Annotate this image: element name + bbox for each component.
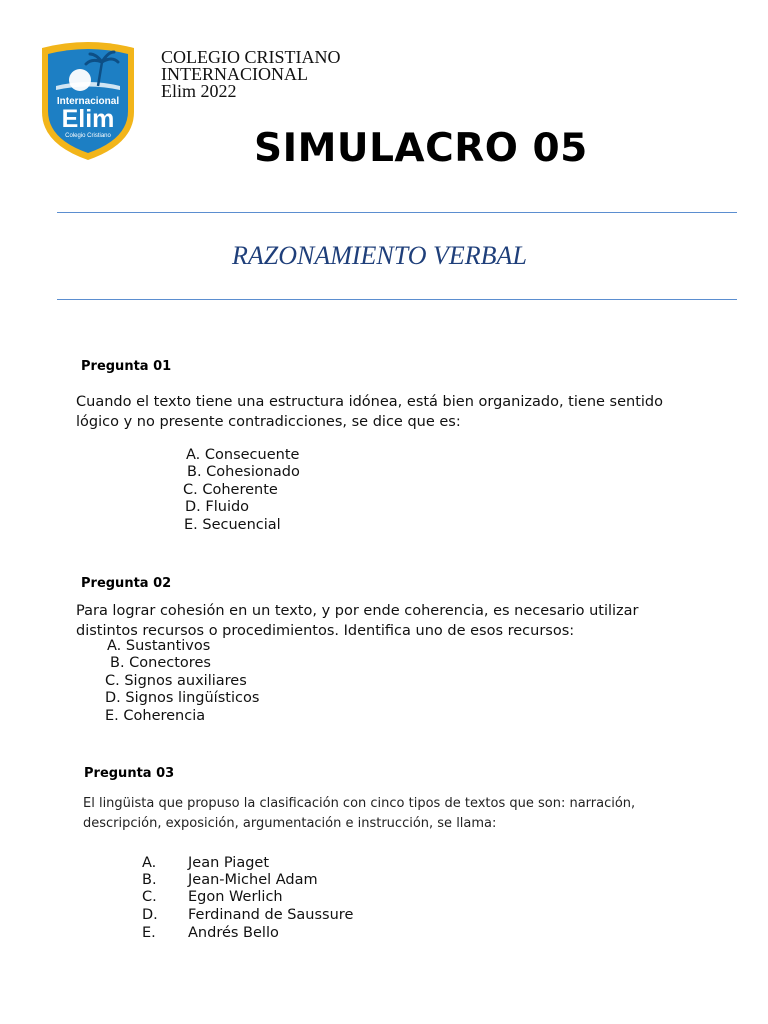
option-text: Jean-Michel Adam — [188, 872, 318, 888]
question-2-option-d: D. Signos lingüísticos — [105, 690, 260, 706]
option-letter: D. — [142, 907, 158, 923]
question-2-text — [76, 601, 639, 641]
question-1-text-line-1: Cuando el texto tiene una estructura idónea, está bien organizado, tiene sentido — [76, 394, 663, 410]
question-2-option-c: C. Signos auxiliares — [105, 673, 247, 689]
option-letter: C. — [142, 889, 157, 905]
option-text: Ferdinand de Saussure — [188, 907, 354, 923]
school-name-block — [161, 49, 341, 100]
question-3-text-line-1: El lingüista que propuso la clasificación con cinco tipos de textos que son: narración, — [83, 796, 636, 811]
option-text: Egon Werlich — [188, 889, 283, 905]
option-letter: E. — [142, 925, 156, 941]
question-1-option-c: C. Coherente — [183, 482, 278, 498]
question-3-option-b — [142, 872, 318, 890]
question-2-option-b: B. Conectores — [110, 655, 211, 671]
question-1-option-e: E. Secuencial — [184, 517, 281, 533]
school-year: Elim 2022 — [161, 81, 237, 101]
logo-name: Elim — [61, 105, 115, 133]
question-3-option-d — [142, 907, 353, 925]
shield-logo-icon — [36, 40, 140, 164]
question-3-heading: Pregunta 03 — [84, 766, 175, 781]
logo-top-text: Internacional — [56, 96, 120, 107]
subject-heading: RAZONAMIENTO VERBAL — [232, 241, 527, 270]
question-3-option-a — [142, 855, 269, 873]
question-1-heading: Pregunta 01 — [81, 359, 172, 374]
question-2-option-a: A. Sustantivos — [107, 638, 211, 654]
option-text: Jean Piaget — [188, 855, 270, 871]
question-2-text-line-1: Para lograr cohesión en un texto, y por ende coherencia, es necesario utilizar — [76, 603, 639, 619]
question-1-option-b: B. Cohesionado — [187, 464, 300, 480]
logo-sub-text: Colegio Cristiano — [65, 133, 111, 139]
bottom-divider — [57, 299, 737, 300]
question-3-text — [83, 794, 635, 834]
option-letter: A. — [142, 855, 157, 871]
option-text: Andrés Bello — [188, 925, 279, 941]
exam-title: SIMULACRO 05 — [254, 126, 588, 171]
question-3-text-line-2: descripción, exposición, argumentación e instrucción, se llama: — [83, 816, 497, 831]
question-3-option-c — [142, 889, 283, 907]
question-1-text-line-2: lógico y no presente contradicciones, se dice que es: — [76, 414, 461, 430]
question-1-option-d: D. Fluido — [185, 499, 250, 515]
option-letter: B. — [142, 872, 157, 888]
question-3-option-e — [142, 925, 279, 943]
question-2-text-line-2: distintos recursos o procedimientos. Identifica uno de esos recursos: — [76, 623, 575, 639]
top-divider — [57, 212, 737, 213]
question-1-text — [76, 392, 663, 432]
school-logo — [36, 40, 140, 164]
question-2-heading: Pregunta 02 — [81, 576, 172, 591]
question-1-option-a: A. Consecuente — [186, 447, 300, 463]
question-2-option-e: E. Coherencia — [105, 708, 206, 724]
school-name-line-1: COLEGIO CRISTIANO — [161, 47, 341, 67]
school-name-line-2: INTERNACIONAL — [161, 64, 308, 84]
